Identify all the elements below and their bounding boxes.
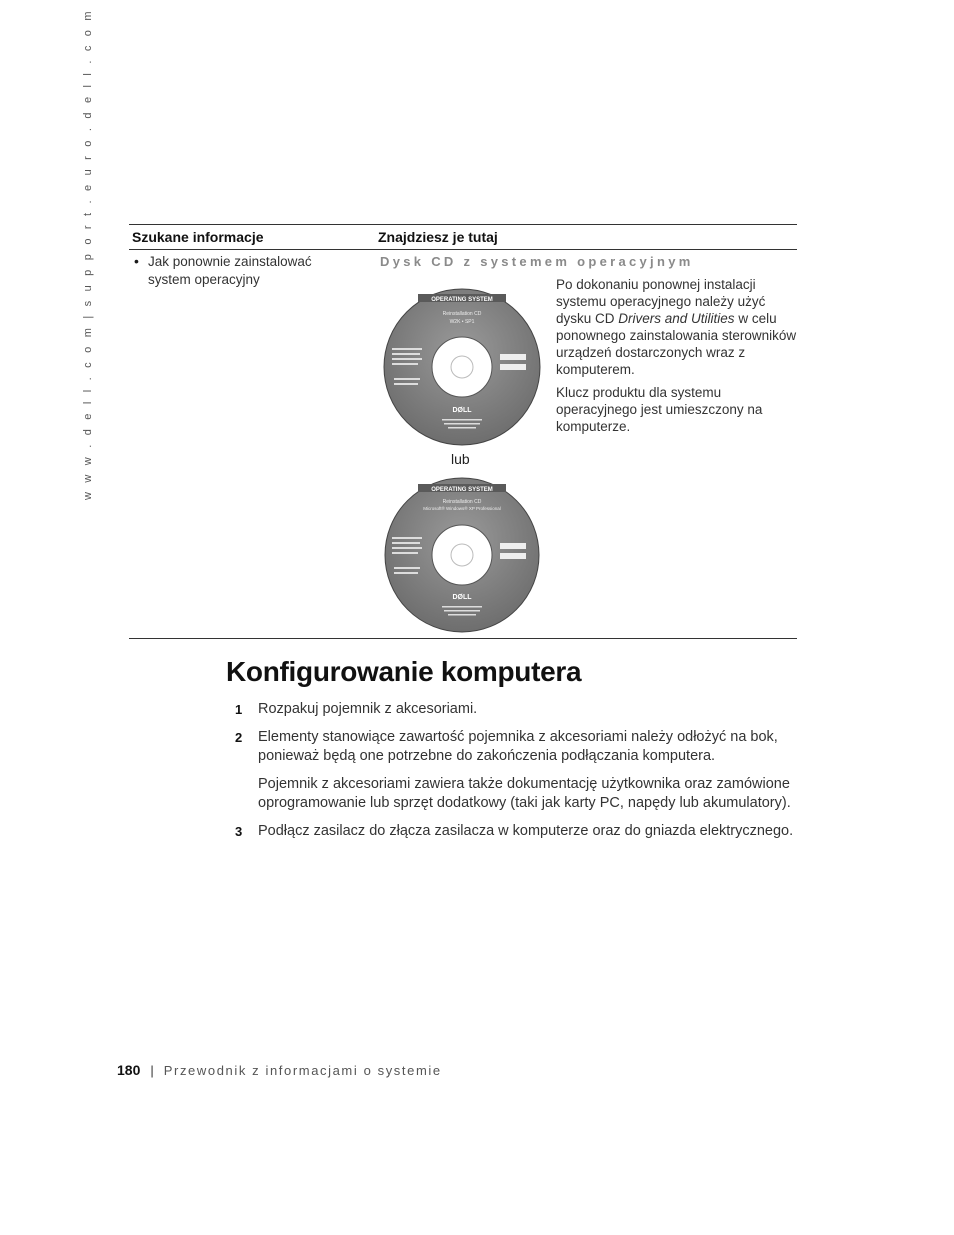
cd2-sub2: Microsoft® Windows® XP Professional: [423, 506, 501, 511]
cd1-fine-print-bottom: [442, 419, 482, 429]
cd1-sub2: W2K • SP1: [449, 319, 475, 325]
header-col1: Szukane informacje: [132, 229, 264, 245]
desc1-part-a: Po dokonaniu ponownej instalacji systemu operacyjnego należy użyć dysku CD: [556, 277, 766, 326]
cd1-sub1: Reinstallation CD: [442, 311, 482, 317]
step-item: [232, 700, 812, 719]
cd-image-2: [382, 475, 542, 635]
cd2-label: OPERATING SYSTEM: [431, 487, 493, 493]
step-item: [232, 822, 812, 841]
info-table: [129, 224, 797, 639]
step-number: 3: [235, 824, 243, 839]
page-footer: [117, 1062, 442, 1078]
table-bottom-rule: [129, 638, 797, 639]
header-col2: Znajdziesz je tutaj: [378, 229, 498, 245]
cd-title: Dysk CD z systemem operacyjnym: [380, 254, 694, 269]
steps-list: [232, 700, 812, 841]
page-number: 180: [117, 1062, 141, 1078]
desc1-part-b: w celu ponownego zainstalowania sterowników urządzeń dostarczonych wraz z komputerem.: [556, 311, 797, 377]
footer-title: Przewodnik z informacjami o systemie: [163, 1063, 442, 1078]
cd-description: [556, 276, 798, 441]
footer-separator: |: [150, 1063, 154, 1078]
cd2-fine-print-bottom: [442, 606, 482, 616]
section-heading: Konfigurowanie komputera: [226, 656, 582, 687]
cd1-label: OPERATING SYSTEM: [431, 297, 493, 303]
step-text: Rozpakuj pojemnik z akcesoriami.: [258, 701, 478, 717]
step-item: [232, 728, 812, 813]
step-text: Podłącz zasilacz do złącza zasilacza w komputerze oraz do gniazda elektrycznego.: [258, 823, 794, 839]
table-row: [129, 250, 797, 638]
or-text: lub: [451, 451, 470, 467]
step-number: 1: [235, 702, 243, 717]
desc1-italic: Drivers and Utilities: [618, 311, 735, 326]
cd2-sub1: Reinstallation CD: [442, 499, 482, 505]
step-number: 2: [235, 730, 243, 745]
cd2-brand: DØLL: [452, 594, 472, 601]
cd1-brand: DØLL: [452, 407, 472, 414]
cd-image-1: [382, 282, 542, 452]
cd-description-para2: Klucz produktu dla systemu operacyjnego jest umieszczony na komputerze.: [556, 385, 763, 434]
table-header: [129, 225, 797, 249]
step-text: Elementy stanowiące zawartość pojemnika z akcesoriami należy odłożyć na bok, ponieważ będą one potrzebne do zakończenia podłączania komputera.: [258, 729, 778, 764]
cd-description-para1: [556, 276, 798, 378]
side-url: w w w . d e l l . c o m | s u p p o r t . e u r o . d e l l . c o m: [82, 8, 94, 500]
row-item-text: Jak ponownie zainstalować system operacyjny: [148, 254, 312, 287]
step-extra-text: Pojemnik z akcesoriami zawiera także dokumentację użytkownika oraz zamówione oprogramowanie lub sprzęt dodatkowy (taki jak karty PC, napędy lub akumulatory).: [258, 776, 791, 811]
bullet: •: [134, 253, 139, 269]
